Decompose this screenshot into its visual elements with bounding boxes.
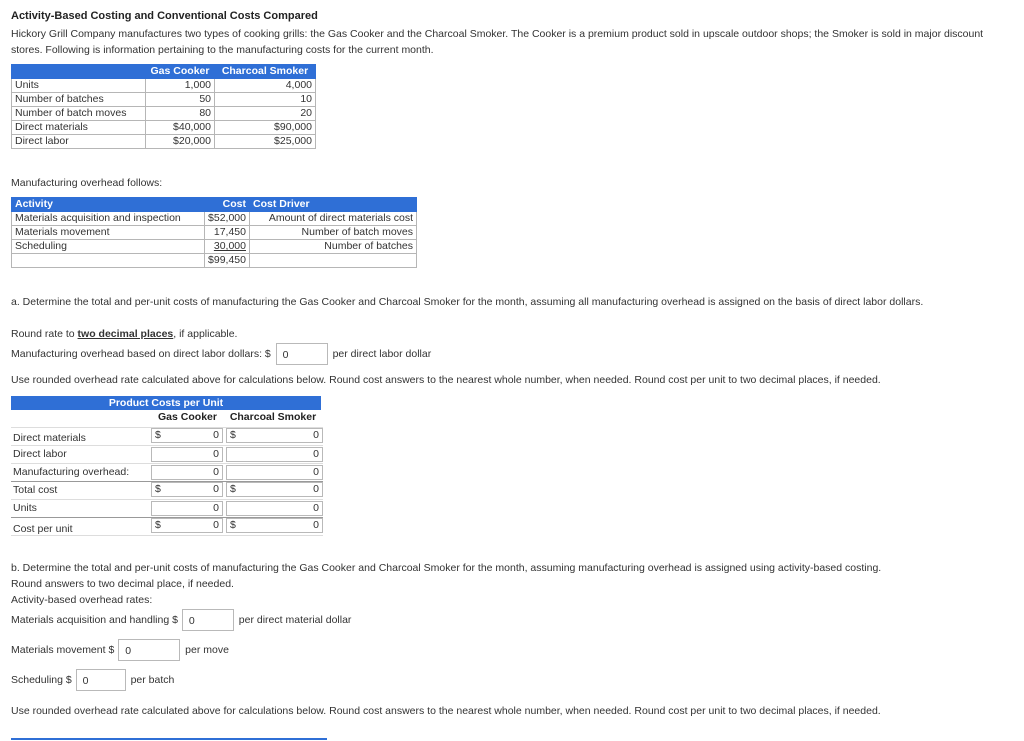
table-row-total xyxy=(12,254,417,268)
table-row: Units 0 0 xyxy=(11,499,323,517)
table-row: Materials movement 17,450 Number of batch moves xyxy=(12,226,417,240)
product-costs-table xyxy=(11,396,323,533)
col-cost: Cost xyxy=(205,198,250,212)
gas-total-cost-input[interactable]: $ 0 xyxy=(151,482,223,497)
mat-rate-row: Materials acquisition and handling $ 0 per direct material dollar xyxy=(11,609,351,631)
table-header-edge xyxy=(11,738,327,740)
part-a-question: a. Determine the total and per-unit costs of manufacturing the Gas Cooker and Charcoal Smoker for the month, assuming all manufacturing overhead is assigned on the basis of direct labor dollars. xyxy=(11,296,924,308)
page-title: Activity-Based Costing and Conventional Costs Compared xyxy=(11,10,318,22)
col-charcoal-smoker: Charcoal Smoker xyxy=(215,65,316,79)
gas-units-input[interactable]: 0 xyxy=(151,501,223,516)
smoker-cost-per-unit-input[interactable]: $ 0 xyxy=(226,518,323,533)
gas-direct-labor-input[interactable]: 0 xyxy=(151,447,223,462)
product-costs-title: Product Costs per Unit xyxy=(11,396,321,410)
table-row: Scheduling 30,000 Number of batches xyxy=(12,240,417,254)
dl-rate-row: Manufacturing overhead based on direct labor dollars: $ 0 per direct labor dollar xyxy=(11,343,431,365)
scheduling-rate-input[interactable]: 0 xyxy=(76,669,126,691)
col-gas-cooker: Gas Cooker xyxy=(158,411,217,423)
part-b-round-note: Round answers to two decimal place, if needed. xyxy=(11,578,234,590)
col-gas-cooker: Gas Cooker xyxy=(146,65,215,79)
table-row: Units 1,000 4,000 xyxy=(12,79,316,93)
part-a-instructions: Use rounded overhead rate calculated above for calculations below. Round cost answers to the nearest whole number, when needed. Round cost per unit to two decimal places, if needed. xyxy=(11,374,881,386)
table-row: Direct materials $ 0 $ 0 xyxy=(11,427,323,445)
production-data-table xyxy=(11,64,316,149)
overhead-total: $99,450 xyxy=(205,254,250,268)
smoker-direct-labor-input[interactable]: 0 xyxy=(226,447,323,462)
smoker-units-input[interactable]: 0 xyxy=(226,501,323,516)
col-activity: Activity xyxy=(12,198,205,212)
part-b-question: b. Determine the total and per-unit costs of manufacturing the Gas Cooker and Charcoal Smoker for the month, assuming manufacturing overhead is assigned using activity-based costing. xyxy=(11,562,882,574)
table-row: Number of batches 50 10 xyxy=(12,93,316,107)
table-row: Cost per unit $ 0 $ 0 xyxy=(11,517,323,536)
gas-cost-per-unit-input[interactable]: $ 0 xyxy=(151,518,223,533)
intro-text: Hickory Grill Company manufactures two types of cooking grills: the Gas Cooker and the Charcoal Smoker. The Cooker is a premium product sold in upscale outdoor shops; the Smoker is sold in major discount stores. Following is information pertaining to the manufacturing costs for the current month. xyxy=(11,28,984,56)
smoker-direct-materials-input[interactable]: $ 0 xyxy=(226,428,323,443)
part-b-instructions: Use rounded overhead rate calculated above for calculations below. Round cost answers to the nearest whole number, when needed. Round cost per unit to two decimal places, if needed. xyxy=(11,705,881,717)
smoker-overhead-input[interactable]: 0 xyxy=(226,465,323,480)
table-row: Total cost $ 0 $ 0 xyxy=(11,481,323,499)
move-rate-row: Materials movement $ 0 per move xyxy=(11,639,229,661)
gas-direct-materials-input[interactable]: $ 0 xyxy=(151,428,223,443)
col-cost-driver: Cost Driver xyxy=(250,198,417,212)
col-charcoal-smoker: Charcoal Smoker xyxy=(229,411,317,423)
table-row: Manufacturing overhead: 0 0 xyxy=(11,463,323,481)
dl-rate-input[interactable]: 0 xyxy=(276,343,328,365)
table-row: Materials acquisition and inspection $52,000 Amount of direct materials cost xyxy=(12,212,417,226)
materials-acquisition-rate-input[interactable]: 0 xyxy=(182,609,234,631)
table-row: Direct materials $40,000 $90,000 xyxy=(12,121,316,135)
table-row: Direct labor $20,000 $25,000 xyxy=(12,135,316,149)
abc-rates-label: Activity-based overhead rates: xyxy=(11,594,153,606)
overhead-intro: Manufacturing overhead follows: xyxy=(11,177,163,189)
gas-overhead-input[interactable]: 0 xyxy=(151,465,223,480)
overhead-table xyxy=(11,197,417,268)
materials-movement-rate-input[interactable]: 0 xyxy=(118,639,180,661)
part-a-round-note: Round rate to two decimal places, if applicable. xyxy=(11,328,238,340)
table-row: Direct labor 0 0 xyxy=(11,445,323,463)
sched-rate-row: Scheduling $ 0 per batch xyxy=(11,669,174,691)
table-row: Number of batch moves 80 20 xyxy=(12,107,316,121)
smoker-total-cost-input[interactable]: $ 0 xyxy=(226,482,323,497)
